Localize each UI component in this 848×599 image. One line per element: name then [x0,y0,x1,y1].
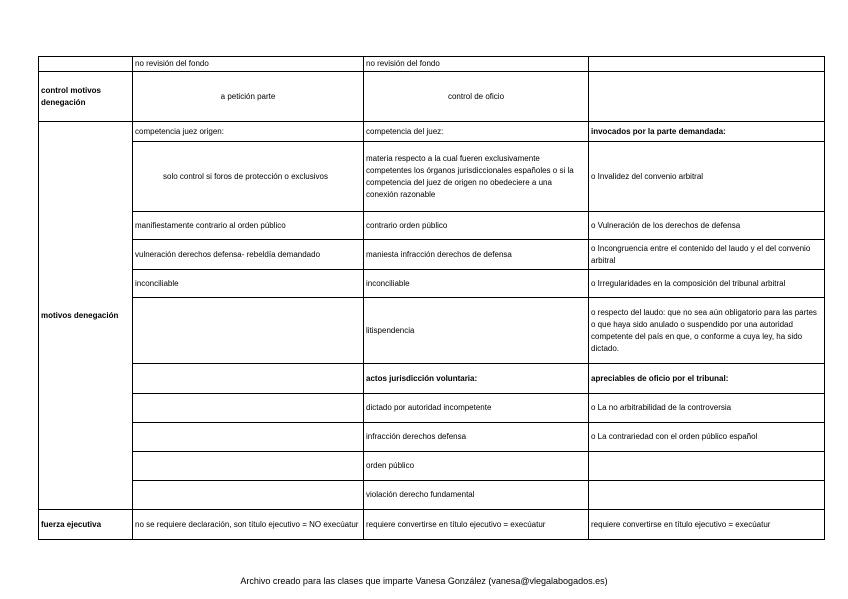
table-row [39,212,825,240]
cell: solo control si foros de protección o exclusivos [133,142,364,212]
table-row [39,142,825,212]
cell: maniesta infracción derechos de defensa [364,240,589,270]
table-row [39,270,825,298]
comparison-table [38,56,825,540]
cell [133,481,364,510]
table-row [39,452,825,481]
cell [133,298,364,364]
cell: vulneración derechos defensa- rebeldía demandado [133,240,364,270]
cell [589,452,825,481]
cell [133,452,364,481]
cell: actos jurisdicción voluntaria: [364,364,589,394]
cell: o respecto del laudo: que no sea aún obligatorio para las partes o que haya sido anulado o suspendido por una autoridad competente del país en que, o conforme a cuya ley, ha sido dictado. [589,298,825,364]
cell: competencia juez origen: [133,122,364,142]
cell: inconciliable [133,270,364,298]
cell: o La contrariedad con el orden público español [589,423,825,452]
control-cell-3: control de oficio [364,72,589,122]
cell: apreciables de oficio por el tribunal: [589,364,825,394]
header-cell-2: no revisión del fondo [133,57,364,72]
cell: contrario orden público [364,212,589,240]
cell: manifiestamente contrario al orden público [133,212,364,240]
cell [133,423,364,452]
cell: invocados por la parte demandada: [589,122,825,142]
cell: materia respecto a la cual fueren exclusivamente competentes los órganos jurisdiccionales españoles o si la competencia del juez de origen no obedeciere a una conexión razonable [364,142,589,212]
header-row [39,57,825,72]
table-row [39,298,825,364]
table-row [39,394,825,423]
header-cell-empty [39,57,133,72]
control-label: control motivos denegación [39,72,133,122]
table-row [39,122,825,142]
cell: dictado por autoridad incompetente [364,394,589,423]
table-row [39,423,825,452]
cell: inconciliable [364,270,589,298]
cell: litispendencia [364,298,589,364]
cell: violación derecho fundamental [364,481,589,510]
cell: o Vulneración de los derechos de defensa [589,212,825,240]
control-cell-4 [589,72,825,122]
footer-credit: Archivo creado para las clases que imparte Vanesa González (vanesa@vlegalabogados.es) [240,576,608,586]
header-cell-3: no revisión del fondo [364,57,589,72]
header-cell-empty-4 [589,57,825,72]
cell: o Irregularidades en la composición del tribunal arbitral [589,270,825,298]
motivos-label: motivos denegación [39,122,133,510]
cell: infracción derechos defensa [364,423,589,452]
table-row [39,240,825,270]
cell: competencia del juez: [364,122,589,142]
fuerza-cell-3: requiere convertirse en título ejecutivo = execúatur [364,510,589,540]
control-cell-2: a petición parte [133,72,364,122]
cell: o La no arbitrabilidad de la controversia [589,394,825,423]
control-row [39,72,825,122]
fuerza-label: fuerza ejecutiva [39,510,133,540]
table-row [39,481,825,510]
fuerza-row [39,510,825,540]
cell [589,481,825,510]
fuerza-cell-2: no se requiere declaración, son título ejecutivo = NO execúatur [133,510,364,540]
fuerza-cell-4: requiere convertirse en título ejecutivo = execúatur [589,510,825,540]
cell: orden público [364,452,589,481]
cell: o Invalidez del convenio arbitral [589,142,825,212]
cell: o Incongruencia entre el contenido del laudo y el del convenio arbitral [589,240,825,270]
table-row [39,364,825,394]
cell [133,364,364,394]
cell [133,394,364,423]
